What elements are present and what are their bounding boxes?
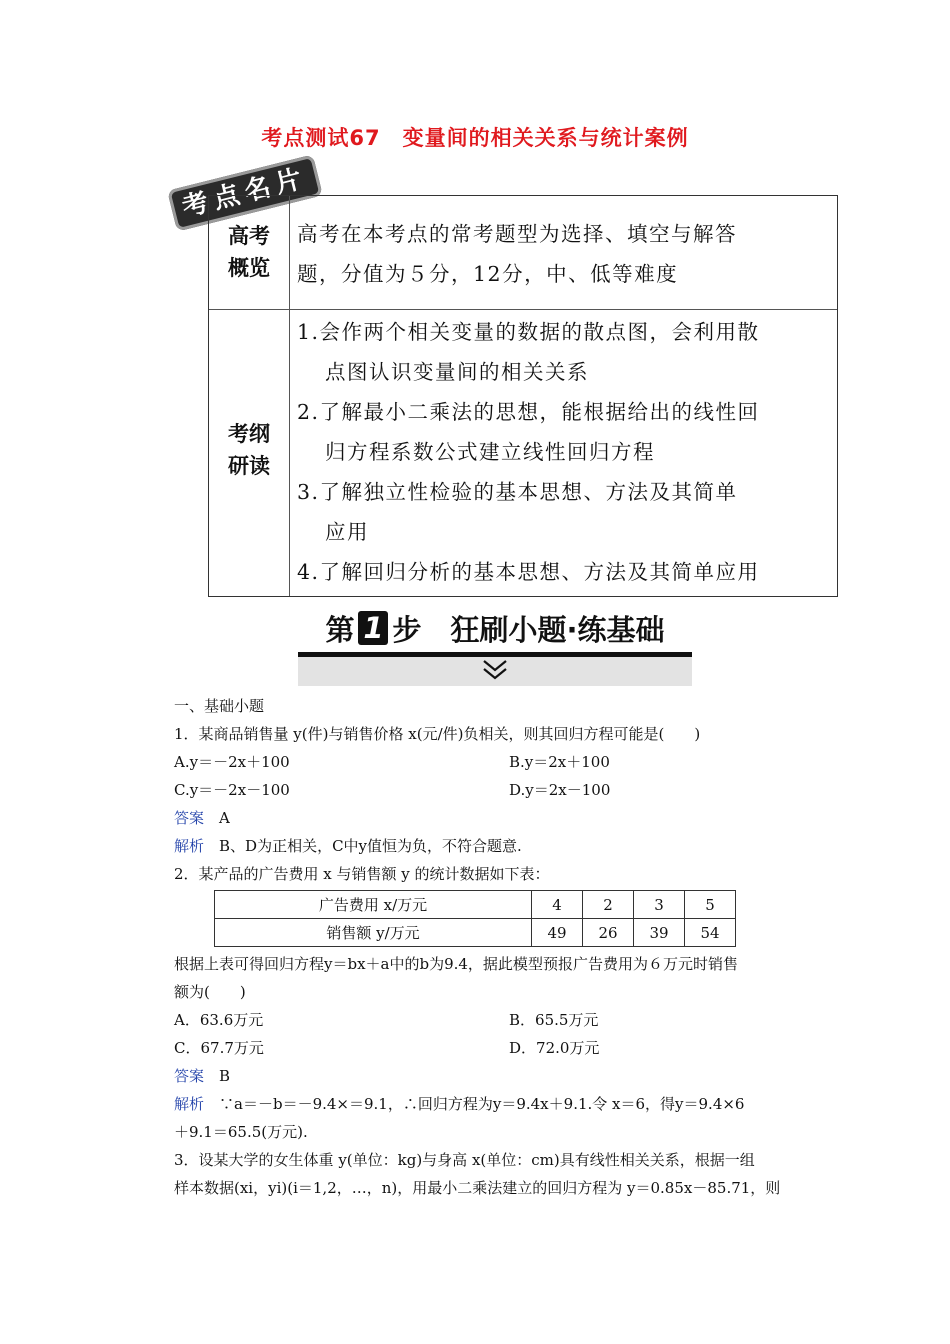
table-cell: 26 xyxy=(583,919,634,947)
card-divider-vertical xyxy=(289,196,290,596)
table-row xyxy=(215,891,736,919)
analysis-label: 解析 xyxy=(174,837,205,855)
table-row xyxy=(215,919,736,947)
option-a: A.y＝－2x＋100 xyxy=(174,753,290,771)
table-cell: 2 xyxy=(583,891,634,919)
options-row xyxy=(174,1006,814,1034)
analysis-label: 解析 xyxy=(174,1095,205,1113)
step-banner: 第 1 步 狂刷小题·练基础 xyxy=(325,611,665,647)
option-c: C.y＝－2x－100 xyxy=(174,781,290,799)
question-2-body: 根据上表可得回归方程y＝bx＋a中的b为9.4，据此模型预报广告费用为６万元时销售 额为( ) A．63.6万元 B．65.5万元 C．67.7万元 D．72.0万元 答案 B 解析 ∵a＝－b＝－9.4×＝9.1，∴回归方程为y＝9.4x＋9.1.令 x＝6，得y＝9.4×6 ＋9.1＝65.5(万元). 3．设某大学的女生体重 y(单位：kg)与身高 x(单位：cm)具有线性相关关系，根据一组 样本数据(xi，yi)(i＝1,2，…，n)，用最小二乘法建立的回归方程为 y＝0.85x－85.71，则 xyxy=(174,950,814,1202)
question-stem: 2．某产品的广告费用 x 与销售额 y 的统计数据如下表： xyxy=(174,865,550,883)
analysis-line: 解析 ∵a＝－b＝－9.4×＝9.1，∴回归方程为y＝9.4x＋9.1.令 x＝6，得y＝9.4×6 xyxy=(174,1095,745,1113)
outline-line: 1.会作两个相关变量的数据的散点图，会利用散 xyxy=(297,320,760,344)
answer-value: A xyxy=(219,809,230,827)
question-3: 3．设某大学的女生体重 y(单位：kg)与身高 x(单位：cm)具有线性相关关系，根据一组 xyxy=(174,1151,755,1169)
outline-label: 考纲 研读 xyxy=(228,422,270,478)
option-c: C．67.7万元 xyxy=(174,1039,264,1057)
options-row xyxy=(174,748,814,776)
option-b: B.y＝2x＋100 xyxy=(509,753,610,771)
table-header-cell: 广告费用 x/万元 xyxy=(215,891,532,919)
question-1 xyxy=(174,720,814,888)
stats-table xyxy=(214,890,736,947)
table-cell: 3 xyxy=(634,891,685,919)
answer-label: 答案 xyxy=(174,1067,205,1085)
outline-line: 应用 xyxy=(325,520,369,544)
answer-label: 答案 xyxy=(174,809,205,827)
card-divider-horizontal xyxy=(209,309,837,310)
stamp-badge: 考点名片 xyxy=(167,154,323,231)
page-title: 考点测试67 变量间的相关关系与统计案例 xyxy=(261,126,689,150)
step-number-badge: 1 xyxy=(358,611,388,645)
question-stem: 1．某商品销售量 y(件)与销售价格 x(元/件)负相关，则其回归方程可能是( ) xyxy=(174,725,701,743)
section-heading: 一、基础小题 xyxy=(174,697,265,715)
table-cell: 49 xyxy=(532,919,583,947)
table-cell: 54 xyxy=(685,919,736,947)
outline-line: 2.了解最小二乘法的思想，能根据给出的线性回 xyxy=(297,400,760,424)
analysis-line: 解析 B、D为正相关，C中y值恒为负，不符合题意. xyxy=(174,837,522,855)
option-a: A．63.6万元 xyxy=(174,1011,264,1029)
option-b: B．65.5万元 xyxy=(509,1011,599,1029)
exam-overview-card xyxy=(208,195,838,597)
table-header-cell: 销售额 y/万元 xyxy=(215,919,532,947)
answer-line xyxy=(174,1062,814,1090)
answer-line xyxy=(174,804,814,832)
option-d: D．72.0万元 xyxy=(509,1039,600,1057)
overview-label: 高考 概览 xyxy=(228,224,270,280)
outline-line: 点图认识变量间的相关关系 xyxy=(325,360,589,384)
outline-line: 4.了解回归分析的基本思想、方法及其简单应用 xyxy=(297,560,760,584)
table-cell: 39 xyxy=(634,919,685,947)
table-cell: 4 xyxy=(532,891,583,919)
answer-value: B xyxy=(219,1067,231,1085)
options-row xyxy=(174,776,814,804)
double-chevron-down-icon xyxy=(480,657,510,685)
options-row xyxy=(174,1034,814,1062)
overview-text: 高考在本考点的常考题型为选择、填空与解答 题，分值为５分，12分，中、低等难度 xyxy=(297,222,737,286)
banner-bar xyxy=(298,652,692,686)
table-cell: 5 xyxy=(685,891,736,919)
outline-line: 归方程系数公式建立线性回归方程 xyxy=(325,440,655,464)
outline-line: 3.了解独立性检验的基本思想、方法及其简单 xyxy=(297,480,738,504)
option-d: D.y＝2x－100 xyxy=(509,781,611,799)
outline-list xyxy=(297,312,833,592)
